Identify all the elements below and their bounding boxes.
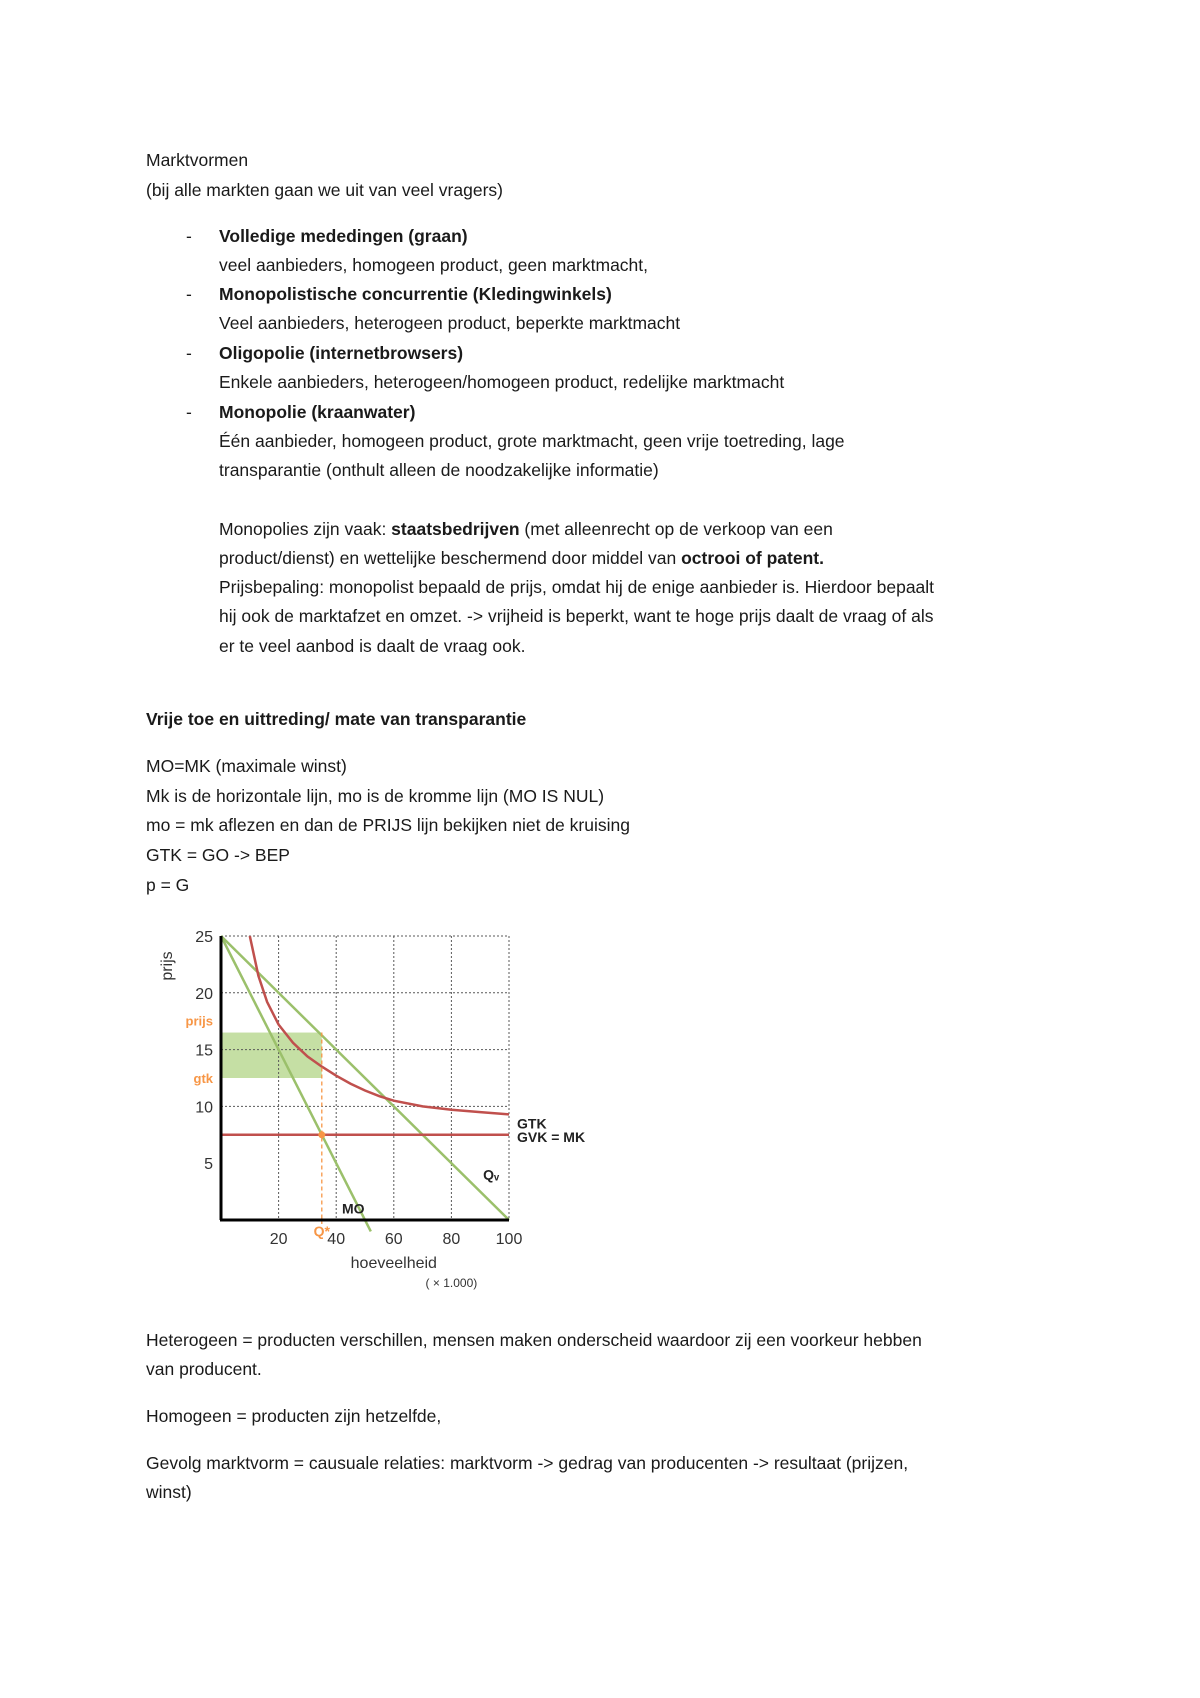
market-desc: Enkele aanbieders, heterogeen/homogeen product, redelijke marktmacht xyxy=(219,372,785,392)
monopoly-line: Prijsbepaling: monopolist bepaald de prijs, omdat hij de enige aanbieder is. Hierdoor bepaalt xyxy=(219,577,935,597)
cost-revenue-chart xyxy=(140,918,610,1298)
monopoly-line: hij ook de marktafzet en omzet. -> vrijheid is beperkt, want te hoge prijs daalt de vraag of als xyxy=(219,606,934,626)
series-line-average-total-cost xyxy=(250,936,509,1114)
section-heading: Vrije toe en uittreding/ mate van transparantie xyxy=(146,709,527,729)
monopoly-line: Monopolies zijn vaak: staatsbedrijven (met alleenrecht op de verkoop van een xyxy=(219,519,833,539)
y-tick-label: 20 xyxy=(195,985,213,1003)
formula-line: mo = mk aflezen en dan de PRIJS lijn bekijken niet de kruising xyxy=(146,815,630,835)
doc-intro: (bij alle markten gaan we uit van veel vragers) xyxy=(146,180,503,200)
gtk-series-label: GTK xyxy=(517,1115,547,1132)
list-bullet: - xyxy=(186,284,192,304)
heterogeen-line: van producent. xyxy=(146,1359,262,1379)
gevolg-line: Gevolg marktvorm = causuale relaties: marktvorm -> gedrag van producenten -> resultaat (prijzen, xyxy=(146,1453,909,1473)
y-tick-label: 15 xyxy=(195,1042,213,1060)
market-desc: veel aanbieders, homogeen product, geen marktmacht, xyxy=(219,255,649,275)
y-tick-label: 25 xyxy=(195,929,213,946)
market-desc: Één aanbieder, homogeen product, grote marktmacht, geen vrije toetreding, lage xyxy=(219,431,845,451)
monopoly-line: er te veel aanbod is daalt de vraag ook. xyxy=(219,636,526,656)
x-tick-label: 40 xyxy=(327,1231,346,1248)
x-tick-label: 80 xyxy=(442,1231,461,1248)
heterogeen-line: Heterogeen = producten verschillen, mensen maken onderscheid waardoor zij een voorkeur hebben xyxy=(146,1330,922,1350)
formula-line: MO=MK (maximale winst) xyxy=(146,756,347,776)
x-axis-title: hoeveelheid xyxy=(350,1255,437,1272)
market-name: Monopolistische concurrentie (Kledingwinkels) xyxy=(219,284,612,304)
monopoly-line: product/dienst) en wettelijke beschermend door middel van octrooi of patent. xyxy=(219,548,824,568)
market-name: Volledige mededingen (graan) xyxy=(219,226,468,246)
gevolg-line: winst) xyxy=(146,1482,192,1502)
formula-line: Mk is de horizontale lijn, mo is de kromme lijn (MO IS NUL) xyxy=(146,786,605,806)
formula-line: GTK = GO -> BEP xyxy=(146,845,290,865)
demand-series-label: Qᵥ xyxy=(483,1166,500,1183)
list-bullet: - xyxy=(186,402,192,422)
market-desc: Veel aanbieders, heterogeen product, beperkte marktmacht xyxy=(219,313,681,333)
homogeen-line: Homogeen = producten zijn hetzelfde, xyxy=(146,1406,442,1426)
y-tick-label: 10 xyxy=(195,1099,213,1117)
mk-series-label: GVK = MK xyxy=(517,1128,586,1145)
x-axis-unit: ( × 1.000) xyxy=(425,1276,478,1290)
x-tick-label: 60 xyxy=(384,1231,403,1248)
y-axis-title: prijs xyxy=(159,951,176,981)
y-tick-label: 5 xyxy=(204,1156,213,1174)
price-label: prijs xyxy=(185,1013,213,1029)
list-bullet: - xyxy=(186,343,192,363)
market-name: Monopolie (kraanwater) xyxy=(219,402,416,422)
qstar-point xyxy=(318,1131,325,1138)
doc-title: Marktvormen xyxy=(146,150,249,170)
gtk-label: gtk xyxy=(193,1071,213,1086)
formula-line: p = G xyxy=(146,875,190,895)
list-bullet: - xyxy=(186,226,192,246)
market-name: Oligopolie (internetbrowsers) xyxy=(219,343,464,363)
x-tick-label: 100 xyxy=(495,1231,523,1248)
mo-series-label: MO xyxy=(341,1200,365,1217)
x-tick-label: 20 xyxy=(269,1231,288,1248)
market-desc-cont: transparantie (onthult alleen de noodzakelijke informatie) xyxy=(219,460,659,480)
qstar-label: Q* xyxy=(313,1223,330,1239)
